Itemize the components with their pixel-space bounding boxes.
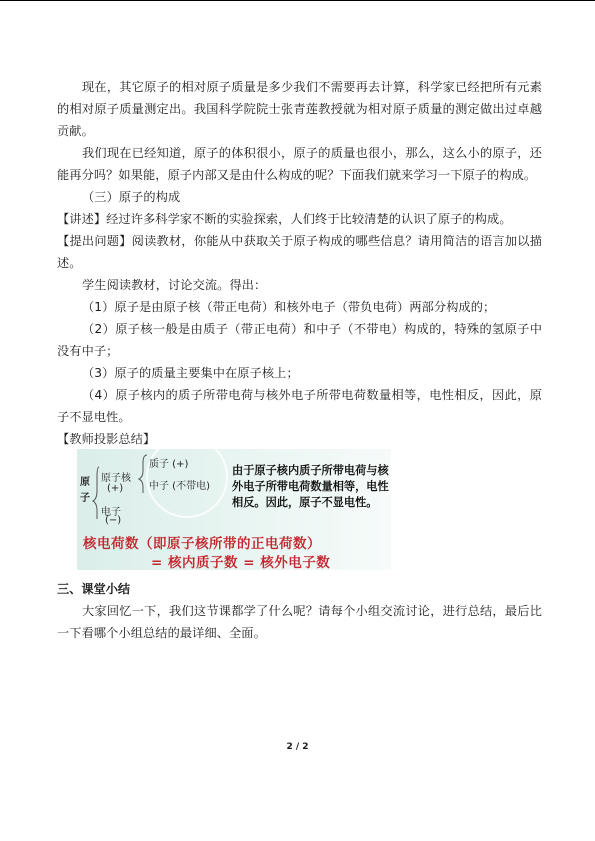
subsection-title: （三）原子的构成 <box>82 190 181 204</box>
paragraph: 【讲述】经过许多科学家不断的实验探索，人们终于比较清楚的认识了原子的构成。 <box>57 212 512 226</box>
paragraph: 【提出问题】阅读教材，你能从中获取关于原子构成的哪些信息？请用简洁的语言加以描述。 <box>57 234 542 270</box>
electron-charge: (−) <box>105 515 122 526</box>
list-item: （1）原子是由原子核（带正电荷）和核外电子（带负电荷）两部分构成的； <box>82 300 496 314</box>
paragraph: 大家回忆一下，我们这节课都学了什么呢？请每个小组交流讨论，进行总结，最后比一下看哪个小组总结的最详细、全面。 <box>57 604 542 640</box>
nucleus-label: 原子核 <box>101 473 131 484</box>
formula-line-2: = 核内质子数 = 核外电子数 <box>151 555 331 571</box>
atom-structure-figure <box>77 449 391 570</box>
brace-nucleus <box>139 455 147 493</box>
document-body <box>57 76 542 450</box>
electron-label: 电子 <box>101 507 121 518</box>
paragraph: 我们现在已经知道，原子的体积很小，原子的质量也很小，那么，这么小的原子，还能再分吗？如果能，原子内部又是由什么构成的呢？下面我们就来学习一下原子的构成。 <box>57 146 542 182</box>
summary-section <box>57 578 542 644</box>
proton-label: 质子 (+) <box>149 459 189 470</box>
list-item: （4）原子核内的质子所带电荷与核外电子所带电荷数量相等，电性相反，因此，原子不显电性。 <box>57 388 542 424</box>
section-heading: 三、课堂小结 <box>57 582 131 596</box>
list-item: （3）原子的质量主要集中在原子核上； <box>82 366 299 380</box>
figure-note: 由于原子核内质子所带电荷与核外电子所带电荷数量相等，电性相反。因此，原子不显电性。 <box>232 464 389 509</box>
paragraph: 学生阅读教材，讨论交流。得出： <box>82 278 267 292</box>
header-rule <box>0 0 595 1</box>
paragraph: 现在，其它原子的相对原子质量是多少我们不需要再去计算，科学家已经把所有元素的相对原子质量测定出。我国科学院院士张青莲教授就为相对原子质量的测定做出过卓越贡献。 <box>57 80 542 138</box>
formula-line-1: 核电荷数（即原子核所带的正电荷数） <box>83 536 321 552</box>
brace-atom <box>93 467 99 519</box>
list-item: （2）原子核一般是由质子（带正电荷）和中子（不带电）构成的，特殊的氢原子中没有中子； <box>57 322 542 358</box>
paragraph: 【教师投影总结】 <box>57 432 156 446</box>
nucleus-charge: (+) <box>107 483 124 494</box>
page-number: 2 / 2 <box>286 742 309 752</box>
neutron-label: 中子 (不带电) <box>149 481 210 492</box>
atom-label: 原子 <box>80 477 90 504</box>
